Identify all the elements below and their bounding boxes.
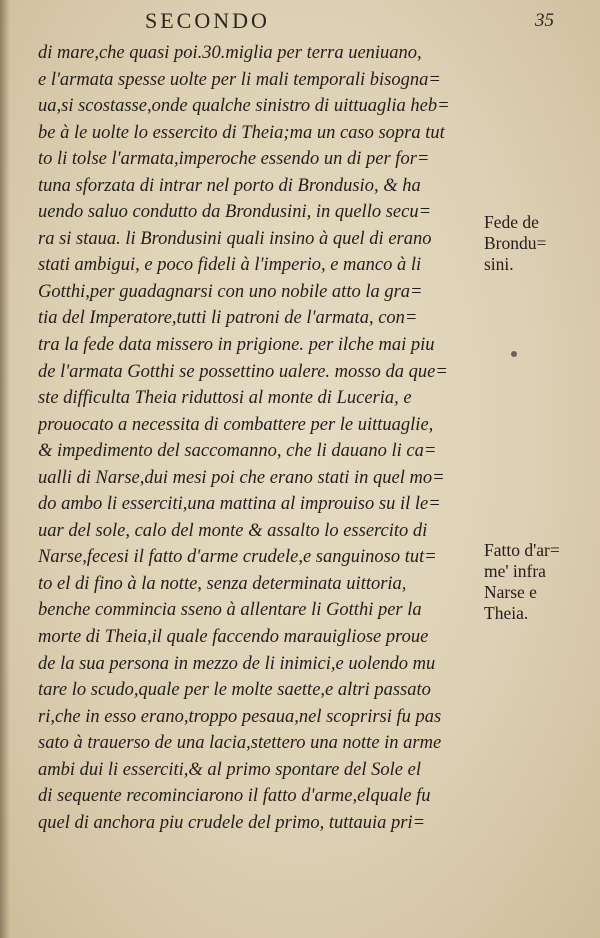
text-line: be à le uolte lo essercito di Theia;ma un caso sopra tut [38, 122, 445, 143]
margin-note-line: Fede de [484, 212, 539, 232]
running-head: SECONDO [145, 8, 270, 33]
text-line: tare lo scudo,quale per le molte saette,e altri passato [38, 680, 431, 701]
text-line: de l'armata Gotthi se possettino ualere. mosso da que= [38, 361, 448, 382]
text-line: Gotthi,per guadagnarsi con uno nobile atto la gra= [38, 281, 423, 302]
text-line: e l'armata spesse uolte per li mali temporali bisogna= [38, 69, 441, 90]
text-line: quel di anchora piu crudele del primo, tuttauia pri= [38, 812, 426, 833]
margin-note-fede-de-brondusini [484, 212, 594, 275]
text-line: to li tolse l'armata,imperoche essendo un di per for= [38, 149, 430, 170]
main-text-block [38, 40, 484, 836]
text-line: di sequente recominciarono il fatto d'arme,elquale fu [38, 786, 431, 807]
text-line: uendo saluo condutto da Brondusini, in quello secu= [38, 202, 432, 223]
text-line: to el di fino à la notte, senza determinata uittoria, [38, 573, 407, 594]
text-line: ua,si scostasse,onde qualche sinistro di uittuaglia heb= [38, 96, 450, 117]
text-line: ste difficulta Theia riduttosi al monte di Luceria, e [38, 388, 412, 409]
page-number: 35 [535, 10, 554, 31]
text-line: uar del sole, calo del monte & assalto lo essercito di [38, 520, 428, 541]
text-line: Narse,fecesi il fatto d'arme crudele,e sanguinoso tut= [38, 547, 437, 568]
text-line: benche commincia sseno à allentare li Gotthi per la [38, 600, 422, 621]
text-line: prouocato a necessita di combattere per le uittuaglie, [38, 414, 434, 435]
margin-note-line: Fatto d'ar= [484, 540, 560, 560]
text-line: morte di Theia,il quale faccendo marauigliose proue [38, 627, 429, 648]
text-line: ambi dui li esserciti,& al primo spontare del Sole el [38, 759, 421, 780]
margin-note-fatto-darme [484, 540, 594, 624]
margin-note-line: sini. [484, 254, 514, 274]
text-line: di mare,che quasi poi.30.miglia per terra ueniuano, [38, 43, 422, 63]
text-line: tuna sforzata di intrar nel porto di Brondusio, & ha [38, 175, 421, 196]
margin-note-line: Narse e [484, 582, 537, 602]
ink-spot [511, 351, 517, 357]
margin-note-line: Brondu= [484, 233, 547, 253]
text-line: do ambo li esserciti,una mattina al improuiso su il le= [38, 494, 441, 515]
text-line: ri,che in esso erano,troppo pesaua,nel scoprirsi fu pas [38, 706, 442, 727]
text-line: & impedimento del saccomanno, che li dauano li ca= [38, 441, 437, 462]
text-line: tia del Imperatore,tutti li patroni de l'armata, con= [38, 308, 418, 329]
page-edge-shadow [0, 0, 10, 938]
margin-note-line: me' infra [484, 561, 546, 581]
margin-note-line: Theia. [484, 603, 529, 623]
text-line: sato à trauerso de una lacia,stettero una notte in arme [38, 733, 442, 754]
text-line: tra la fede data missero in prigione. per ilche mai piu [38, 335, 435, 356]
text-line: stati ambigui, e poco fideli à l'imperio, e manco à li [38, 255, 422, 276]
text-line: de la sua persona in mezzo de li inimici,e uolendo mu [38, 653, 436, 674]
text-line: ualli di Narse,dui mesi poi che erano stati in quel mo= [38, 467, 445, 488]
text-line: ra si staua. li Brondusini quali insino à quel di erano [38, 228, 432, 249]
